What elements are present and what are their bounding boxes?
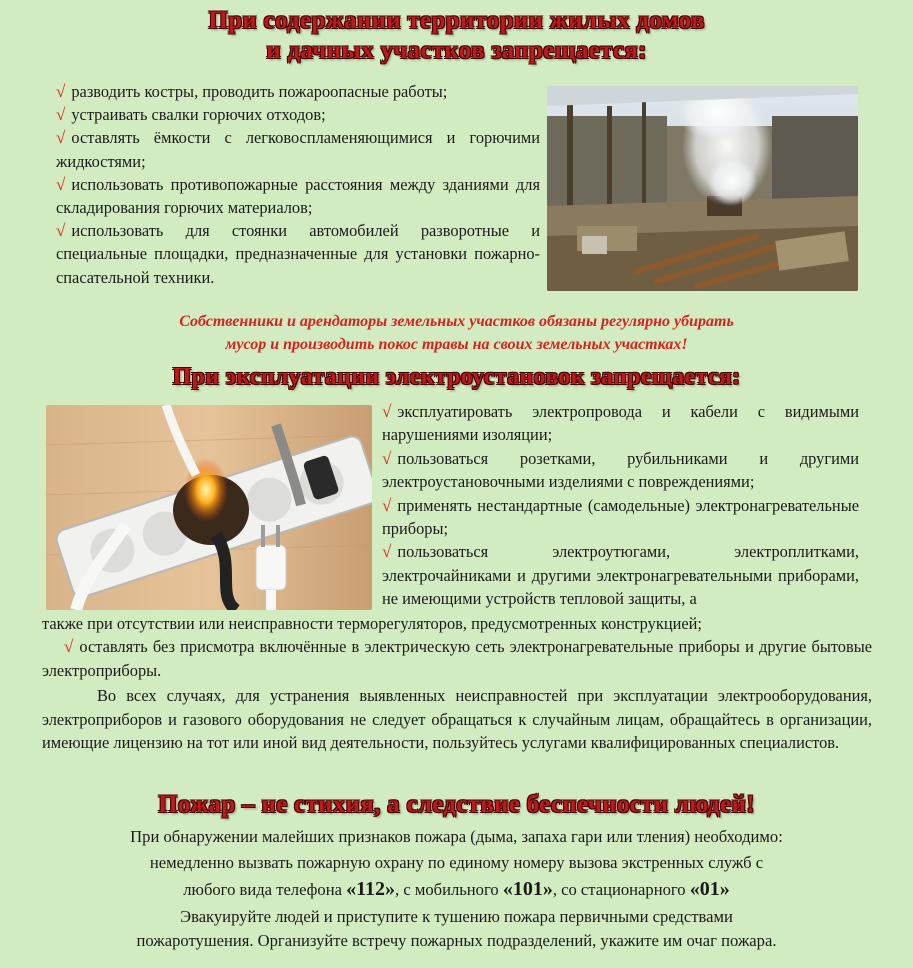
owners-note xyxy=(0,310,913,356)
checkmark-icon: √ xyxy=(56,128,66,148)
list-item-continuation: также при отсутствии или неисправности терморегуляторов, предусмотренных конструкцией; xyxy=(42,614,702,633)
burning-socket-photo xyxy=(46,405,372,610)
checkmark-icon: √ xyxy=(56,221,66,241)
emergency-number-101: «101» xyxy=(502,878,553,900)
section2-title: При эксплуатации электроустановок запрещается: xyxy=(172,364,741,390)
list-item: √ применять нестандартные (самодельные) электронагревательные приборы; xyxy=(382,495,859,539)
evacuation-line1: Эвакуируйте людей и приступите к тушению пожара первичными средствами xyxy=(180,907,733,926)
emergency-line2: немедленно вызвать пожарную охрану по единому номеру вызова экстренных служб с xyxy=(149,853,764,872)
checkmark-icon: √ xyxy=(382,448,392,468)
emergency-line3: любого вида телефона «112», с мобильного «101», со стационарного «01» xyxy=(183,878,730,900)
section1-title-line2: и дачных участков запрещается: xyxy=(266,37,647,64)
section2-list xyxy=(382,400,859,611)
section1-title-line1: При содержании территории жилых домов xyxy=(208,7,705,34)
list-item: √ оставлять ёмкости с легковоспламеняющимися и горючими жидкостями; xyxy=(56,128,540,171)
yard-fire-photo xyxy=(547,86,858,291)
list-item: √ разводить костры, проводить пожароопасные работы; xyxy=(56,82,448,101)
checkmark-icon: √ xyxy=(382,402,392,421)
list-item: √ устраивать свалки горючих отходов; xyxy=(56,105,326,125)
emergency-number-01: «01» xyxy=(689,878,730,900)
list-item: √ эксплуатировать электропровода и кабели с видимыми нарушениями изоляции; xyxy=(382,402,859,445)
emergency-instructions xyxy=(20,824,893,903)
list-item: √ пользоваться электроутюгами, электроплитками, электрочайниками и другими электронагревательными приборами, не имеющими устройств тепловой защиты, а xyxy=(382,542,859,609)
checkmark-icon: √ xyxy=(56,82,66,101)
list-item: √ пользоваться розетками, рубильниками и другими электроустановочными изделиями с повреждениями; xyxy=(382,448,859,492)
owners-note-line1: Собственники и арендаторы земельных участков обязаны регулярно убирать xyxy=(179,313,734,330)
section1-title xyxy=(0,6,913,66)
owners-note-line2: мусор и производить покос травы на своих земельных участках! xyxy=(225,336,688,353)
section3-title: Пожар – не стихия, а следствие беспечности людей! xyxy=(158,791,755,818)
advice-paragraph: Во всех случаях, для устранения выявленных неисправностей при эксплуатации электрооборудования, электроприборов и газового оборудования не следует обращаться к случайным лицам, обращайтесь в организации, имеющие лицензию на тот или иной вид деятельности, пользуйтесь услугами квалифицированных специалистов. xyxy=(42,686,872,753)
checkmark-icon: √ xyxy=(382,542,392,562)
evacuation-line2: пожаротушения. Организуйте встречу пожарных подразделений, укажите им очаг пожара. xyxy=(136,931,777,950)
list-item: √ использовать для стоянки автомобилей разворотные и специальные площадки, предназначенные для установки пожарно-спасательной техники. xyxy=(56,221,540,287)
checkmark-icon: √ xyxy=(56,174,66,194)
emergency-line1: При обнаружении малейших признаков пожара (дыма, запаха гари или тления) необходимо: xyxy=(130,827,783,846)
emergency-number-112: «112» xyxy=(346,878,396,900)
list-item: √ оставлять без присмотра включённые в электрическую сеть электронагревательные приборы и другие бытовые электроприборы. xyxy=(42,637,872,680)
list-item: √ использовать противопожарные расстояния между зданиями для складирования горючих материалов; xyxy=(56,174,540,218)
checkmark-icon: √ xyxy=(382,495,392,515)
section1-list xyxy=(56,80,540,289)
checkmark-icon: √ xyxy=(56,105,66,125)
section2-continuation xyxy=(42,612,872,682)
checkmark-icon: √ xyxy=(64,637,74,657)
evacuation-instructions xyxy=(20,905,893,953)
